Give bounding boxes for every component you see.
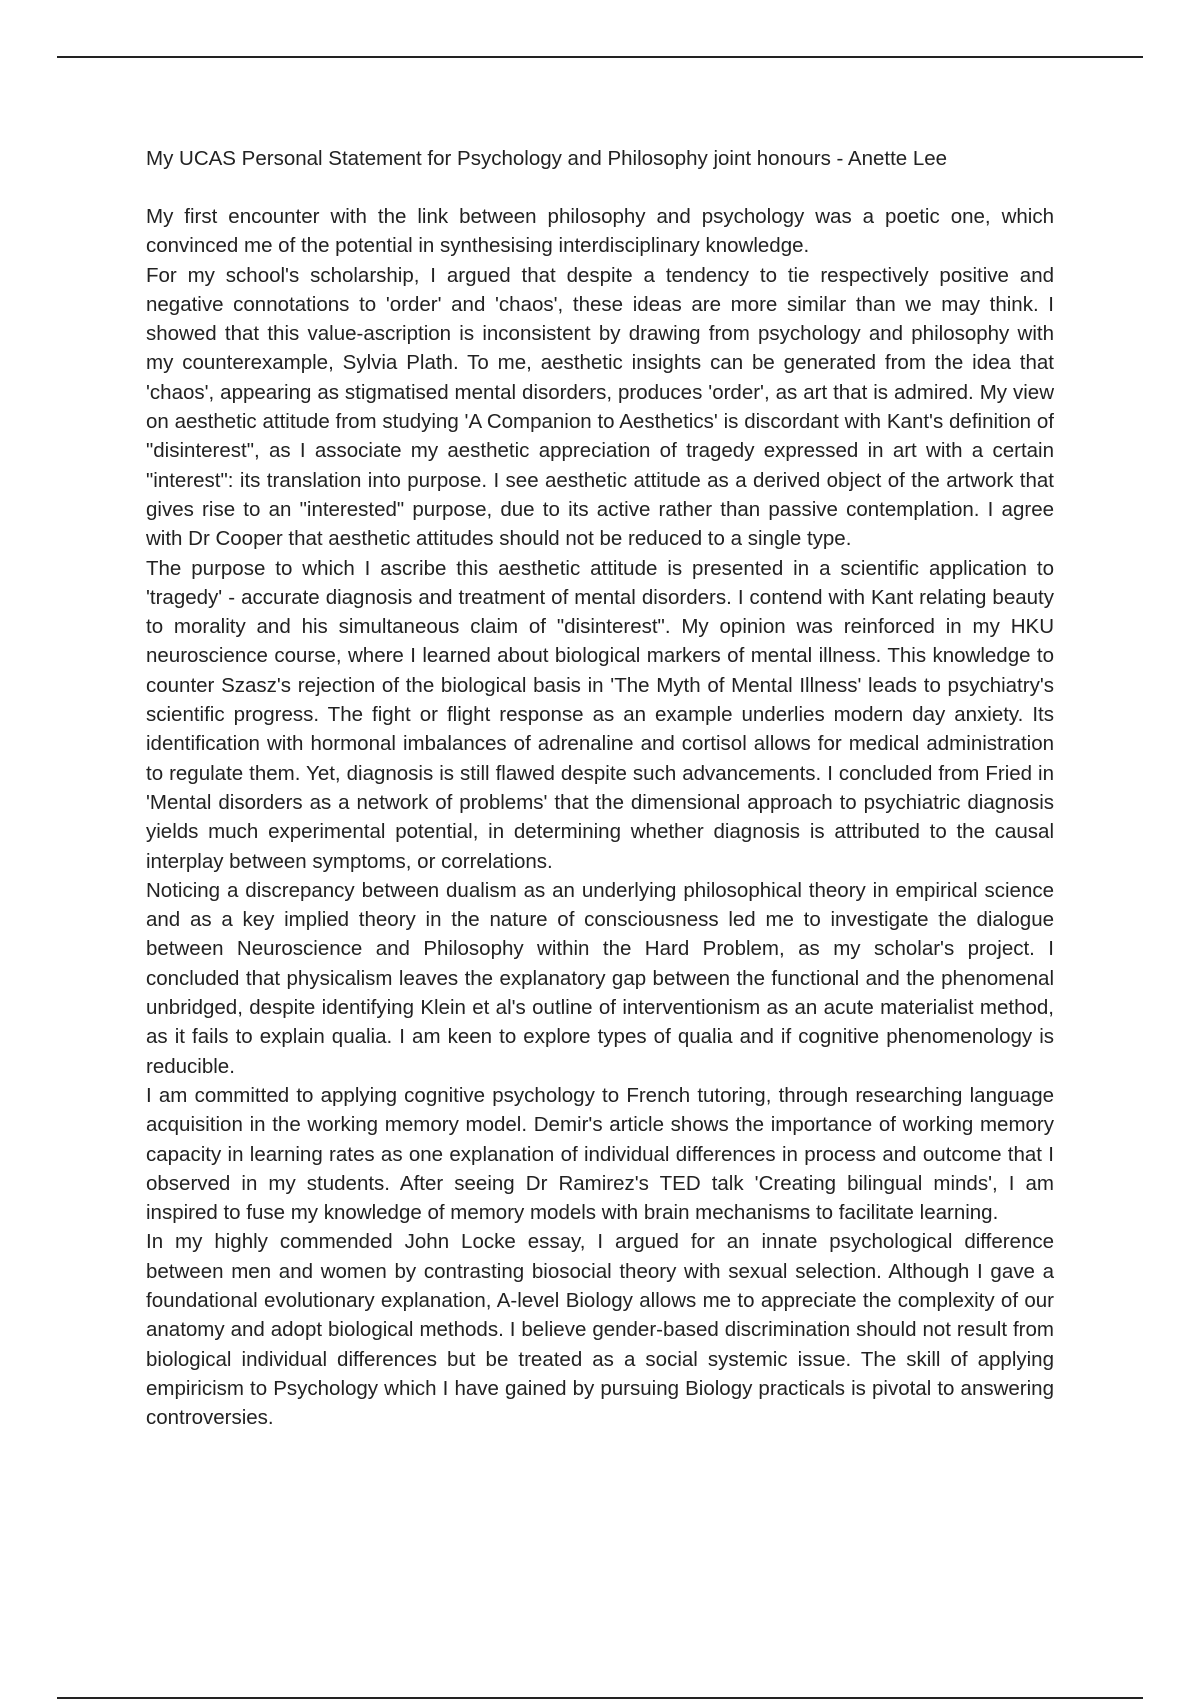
document-title: My UCAS Personal Statement for Psychology and Philosophy joint honours - Anette Lee xyxy=(146,147,948,170)
top-rule xyxy=(57,56,1143,58)
paragraph-diagnosis: The purpose to which I ascribe this aesthetic attitude is presented in a scientific application to 'tragedy' - accurate diagnosis and treatment of mental disorders. I contend with Kant relating beauty to morality and his simultaneous claim of "disinterest". My opinion was reinforced in my HKU neuroscience course, where I learned about biological markers of mental illness. This knowledge to counter Szasz's rejection of the biological basis in 'The Myth of Mental Illness' leads to psychiatry's scientific progress. The fight or flight response as an example underlies modern day anxiety. Its identification with hormonal imbalances of adrenaline and cortisol allows for medical administration to regulate them. Yet, diagnosis is still flawed despite such advancements. I concluded from Fried in 'Mental disorders as a network of problems' that the dimensional approach to psychiatric diagnosis yields much experimental potential, in determining whether diagnosis is attributed to the causal interplay between symptoms, or correlations. xyxy=(146,556,1054,873)
paragraph-cognitive-psychology: I am committed to applying cognitive psychology to French tutoring, through researching language acquisition in the working memory model. Demir's article shows the importance of working memory capacity in learning rates as one explanation of individual differences in process and outcome that I observed in my students. After seeing Dr Ramirez's TED talk 'Creating bilingual minds', I am inspired to fuse my knowledge of memory models with brain mechanisms to facilitate learning. xyxy=(146,1083,1054,1225)
statement-body xyxy=(146,146,1054,1432)
paragraph-john-locke-essay: In my highly commended John Locke essay, I argued for an innate psychological difference between men and women by contrasting biosocial theory with sexual selection. Although I gave a foundational evolutionary explanation, A-level Biology allows me to appreciate the complexity of our anatomy and adopt biological methods. I believe gender-based discrimination should not result from biological individual differences but be treated as a social systemic issue. The skill of applying empiricism to Psychology which I have gained by pursuing Biology practicals is pivotal to answering controversies. xyxy=(146,1230,1054,1430)
bottom-rule xyxy=(57,1697,1143,1699)
paragraph-consciousness: Noticing a discrepancy between dualism as an underlying philosophical theory in empirical science and as a key implied theory in the nature of consciousness led me to investigate the dialogue between Neuroscience and Philosophy within the Hard Problem, as my scholar's project. I concluded that physicalism leaves the explanatory gap between the functional and the phenomenal unbridged, despite identifying Klein et al's outline of interventionism as an acute materialist method, as it fails to explain qualia. I am keen to explore types of qualia and if cognitive phenomenology is reducible. xyxy=(146,878,1054,1078)
paragraph-aesthetics: For my school's scholarship, I argued that despite a tendency to tie respectively positive and negative connotations to 'order' and 'chaos', these ideas are more similar than we may think. I showed that this value-ascription is inconsistent by drawing from psychology and philosophy with my counterexample, Sylvia Plath. To me, aesthetic insights can be generated from the idea that 'chaos', appearing as stigmatised mental disorders, produces 'order', as art that is admired. My view on aesthetic attitude from studying 'A Companion to Aesthetics' is discordant with Kant's definition of "disinterest", as I associate my aesthetic appreciation of tragedy expressed in art with a certain "interest": its translation into purpose. I see aesthetic attitude as a derived object of the artwork that gives rise to an "interested" purpose, due to its active rather than passive contemplation. I agree with Dr Cooper that aesthetic attitudes should not be reduced to a single type. xyxy=(146,263,1054,551)
paragraph-intro: My first encounter with the link between philosophy and psychology was a poetic one, which convinced me of the potential in synthesising interdisciplinary knowledge. xyxy=(146,205,1054,258)
